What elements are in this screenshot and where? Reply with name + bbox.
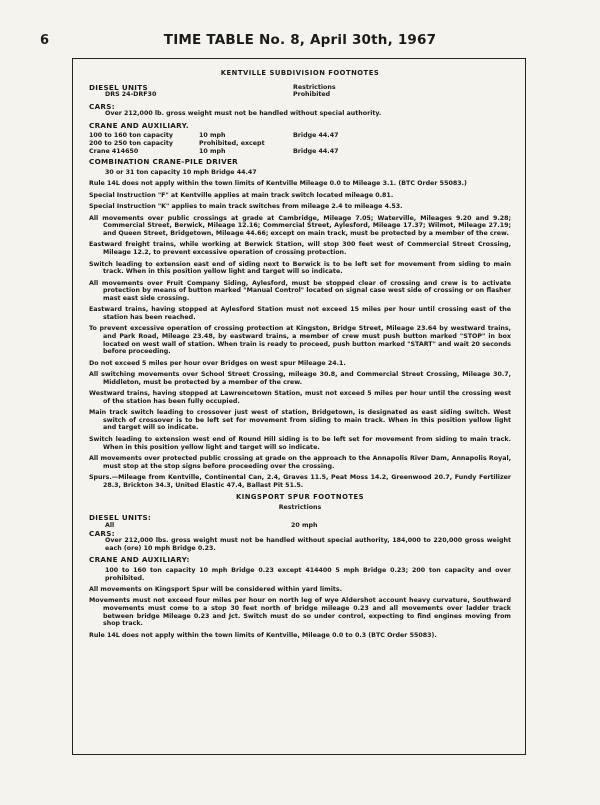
kingsport-paragraph: All movements on Kingsport Spur will be considered within yard limits. xyxy=(89,585,343,593)
footnote-paragraph: To prevent excessive operation of crossing protection at Kingston, Bridge Street, Mileage 23.64 by westward trains, and Park Road, Mileage 23.48, by eastward trains, a member of crew must push button marked "STOP" in box located on west wall of station. When train is ready to proceed, push button marked "START" and wait 20 seconds before proceeding. xyxy=(89,325,511,356)
footnote-paragraph: Do not exceed 5 miles per hour over Bridges on west spur Mileage 24.1. xyxy=(89,359,346,367)
footnote-paragraph: Switch leading to extension east end of siding next to Berwick is to be left set for movement from siding to main track. When in this position yellow light and target will so indicate. xyxy=(89,260,511,276)
kingsport-crane-text: 100 to 160 ton capacity 10 mph Bridge 0.23 except 414400 5 mph Bridge 0.23; 200 ton capacity and over prohibited. xyxy=(105,566,511,582)
crane-row xyxy=(89,140,511,148)
crane-bridge: Bridge 44.47 xyxy=(293,147,339,155)
cars-text: Over 212,000 lb. gross weight must not be handled without special authority. xyxy=(105,110,382,118)
crane-bridge: Bridge 44.47 xyxy=(293,132,339,140)
restrictions-label: Restrictions xyxy=(293,83,336,91)
kingsport-restrictions-label: Restrictions xyxy=(278,503,322,511)
kentville-heading: KENTVILLE SUBDIVISION FOOTNOTES xyxy=(220,69,380,77)
crane-label: CRANE AND AUXILIARY. xyxy=(89,120,189,130)
diesel-units-row xyxy=(89,84,511,92)
cars-label: CARS: xyxy=(89,101,115,111)
kingsport-all-speed: 20 mph xyxy=(291,522,318,530)
footnote-paragraph: Special Instruction "F" at Kentville applies at main track switch located mileage 0.81. xyxy=(89,191,394,199)
diesel-units-label: DIESEL UNITS xyxy=(89,82,148,92)
kingsport-crane-label: CRANE AND AUXILIARY: xyxy=(89,555,190,565)
footnote-paragraph: Special Instruction "K" applies to main track switches from mileage 2.4 to mileage 4.53. xyxy=(89,203,403,211)
crane-capacity: 100 to 160 ton capacity xyxy=(89,132,173,140)
footnote-paragraph: All switching movements over School Street Crossing, mileage 30.8, and Commercial Street Crossing, Mileage 30.7, Middleton, must be protected by a member of the crew. xyxy=(89,371,511,386)
footnote-paragraph: Main track switch leading to crossover just west of station, Bridgetown, is designated as east siding switch. West switch of crossover is to be left set for movement from siding to main track. When in this position yellow light and target will so indicate. xyxy=(89,409,511,432)
kingsport-cars-text: Over 212,000 lbs. gross weight must not be handled without special authority, 184,000 to 220,000 gross weight each (ore) 10 mph Bridge 0.23. xyxy=(105,537,511,552)
kingsport-paragraph: Rule 14L does not apply within the town limits of Kentville, Mileage 0.0 to 0.3 (BTC Order 55083). xyxy=(89,631,437,639)
drs-unit: DRS 24-DRF30 xyxy=(105,91,157,99)
footnote-paragraph: Eastward freight trains, while working at Berwick Station, will stop 300 feet west of Commercial Street Crossing, Mileage 12.2, to prevent excessive operation of crossing protection. xyxy=(89,241,511,257)
crane-capacity: Crane 414650 xyxy=(89,147,139,155)
footnote-paragraph: Eastward trains, having stopped at Aylesford Station must not exceed 15 miles per hour until crossing east of the station has been reached. xyxy=(89,306,511,321)
combo-text: 30 or 31 ton capacity 10 mph Bridge 44.47 xyxy=(105,168,257,176)
kingsport-cars-label: CARS: xyxy=(89,528,115,538)
footnote-paragraph: All movements over protected public crossing at grade on the approach to the Annapolis River Dam, Annapolis Royal, must stop at the stop signs before proceeding over the crossing. xyxy=(89,455,511,470)
crane-speed: 10 mph xyxy=(199,132,226,140)
drs-status: Prohibited xyxy=(293,91,331,99)
combo-label: COMBINATION CRANE-PILE DRIVER xyxy=(89,157,239,167)
kingsport-all-label: All xyxy=(105,522,115,530)
footnote-paragraph: All movements over public crossings at grade at Cambridge, Mileage 7.05; Waterville, Mileages 9.20 and 9.28; Commercial Street, Berwick, Mileage 12.16; Commercial Street, Aylesford, Mileage 17.37; Wilmot, Mileage 27.19; and Queen Street, Bridgetown, Mileage 44.66; except on main track, must be protected by a member of the crew. xyxy=(89,214,511,237)
kingsport-diesel-label: DIESEL UNITS: xyxy=(89,513,152,523)
crane-row xyxy=(89,148,511,156)
page-number: 6 xyxy=(40,33,50,48)
footnote-paragraph: All movements over Fruit Company Siding, Aylesford, must be stopped clear of crossing and crew is to activate protection by means of button marked "Manual Control" located on signal case west side of crossing or on flasher mast east side crossing. xyxy=(89,279,511,302)
footnotes-frame xyxy=(72,58,526,755)
kingsport-all-row xyxy=(89,522,511,530)
footnote-paragraph: Westward trains, having stopped at Lawrencetown Station, must not exceed 5 miles per hour until the crossing west of the station has been fully occupied. xyxy=(89,390,511,405)
page-title: TIME TABLE No. 8, April 30th, 1967 xyxy=(163,32,437,48)
spurs-paragraph: Spurs.—Mileage from Kentville, Continental Can, 2.4, Graves 11.5, Peat Moss 14.2, Greenwood 20.7, Fundy Fertilizer 28.3, Brickton 34.3, United Elastic 47.4, Ballast Pit 51.5. xyxy=(89,474,511,489)
footnote-paragraph: Rule 14L does not apply within the town limits of Kentville Mileage 0.0 to Mileage 3.1. (BTC Order 55083.) xyxy=(89,180,467,188)
kingsport-paragraph: Movements must not exceed four miles per hour on north leg of wye Aldershot account heavy curvature, Southward movements must come to a stop 30 feet north of bridge mileage 0.23 and all movements over ladder track between bridge Mileage 0.23 and Jct. Switch must do so under control, expecting to find engines moving from shop track. xyxy=(89,597,511,628)
drs-row xyxy=(89,91,511,99)
crane-capacity: 200 to 250 ton capacity xyxy=(89,140,173,148)
footnote-paragraph: Switch leading to extension west end of Round Hill siding is to be left set for movement from siding to main track. When in this position yellow light and target will so indicate. xyxy=(89,435,511,451)
kingsport-heading: KINGSPORT SPUR FOOTNOTES xyxy=(235,493,365,502)
crane-speed: Prohibited, except xyxy=(199,140,265,148)
crane-row xyxy=(89,132,511,140)
crane-speed: 10 mph xyxy=(199,147,226,155)
